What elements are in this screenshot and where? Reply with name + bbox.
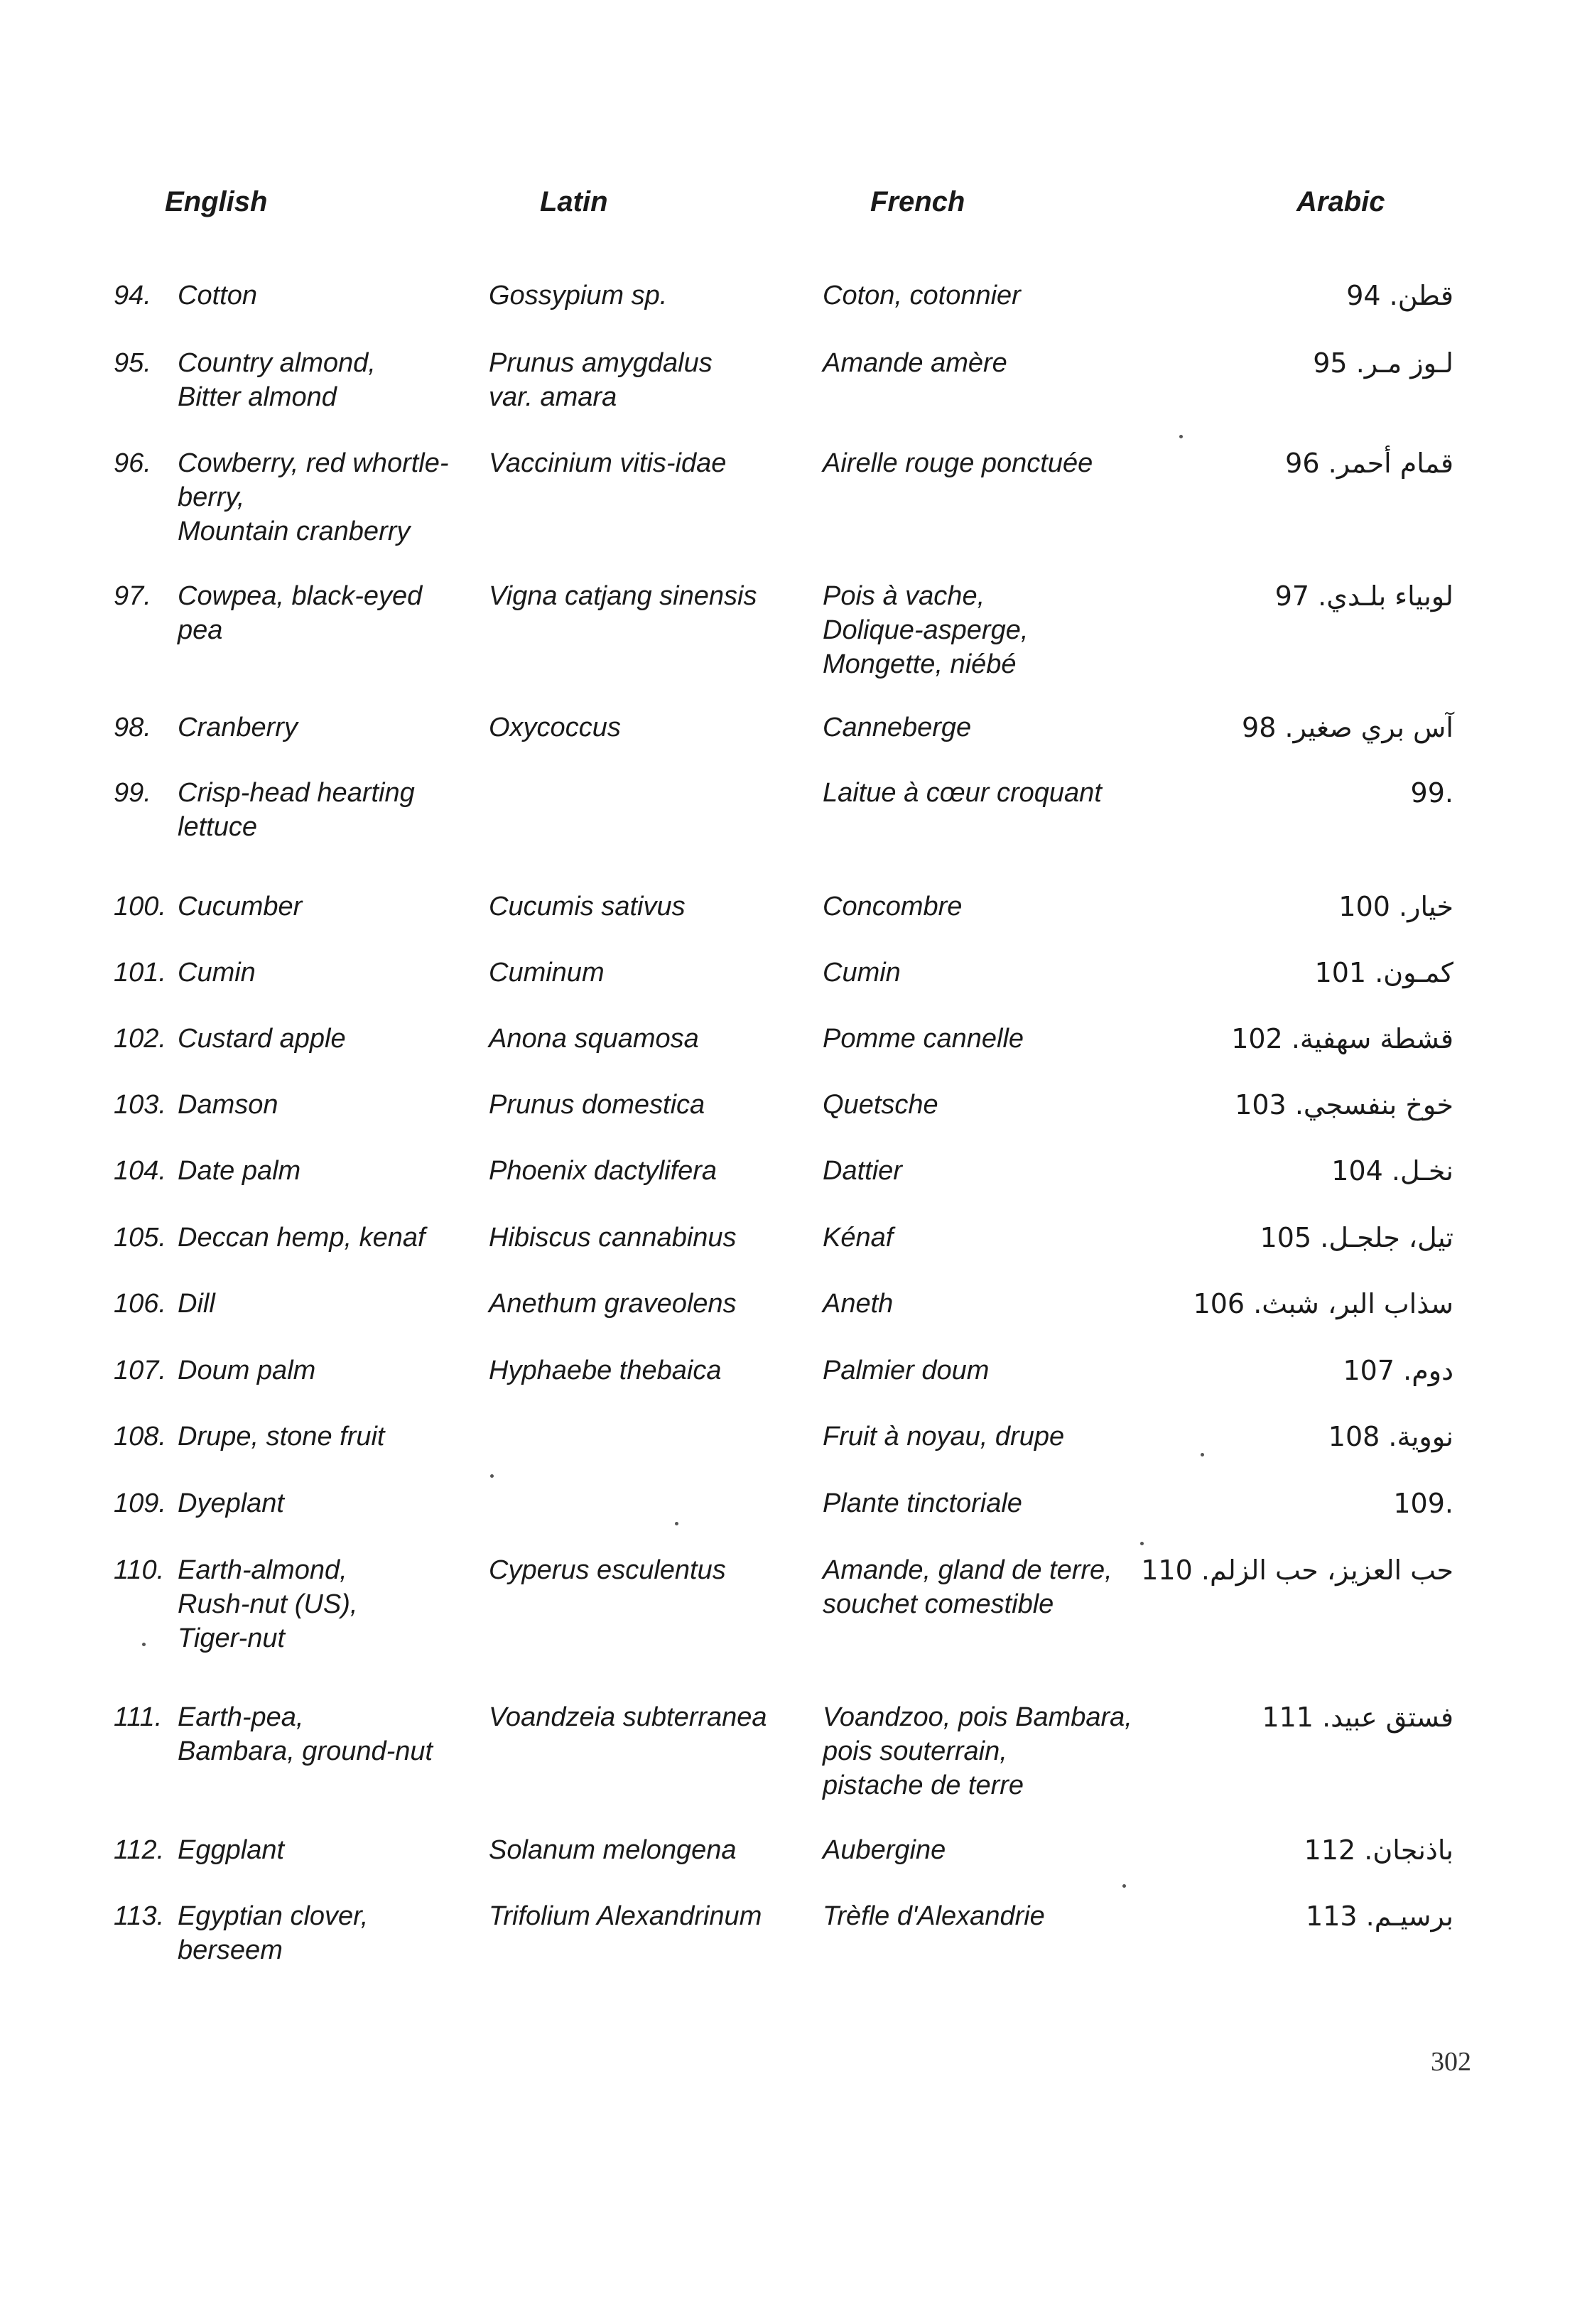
english-term-text: Cowpea, black-eyed pea [178,581,423,645]
english-term-text: Egyptian clover, berseem [178,1901,369,1965]
arabic-term: سذاب البر، شبث. 106 [1193,1288,1453,1319]
arabic-term: قمام أحمر. 96 [1285,448,1453,479]
entry-number: 108. [114,1422,166,1452]
arabic-term: تيل، جلجـل. 105 [1260,1222,1453,1253]
entry-number: 104. [114,1156,166,1186]
english-term [114,710,475,745]
english-term-text: Cotton [178,281,257,310]
scan-speck [1179,435,1183,438]
latin-name: Hibiscus cannabinus [489,1223,737,1253]
page-number: 302 [1431,2047,1471,2077]
entry-number: 94. [114,281,151,310]
english-term-text: Country almond, Bitter almond [178,348,376,412]
english-term-text: Date palm [178,1156,301,1186]
latin-name: Anona squamosa [489,1024,699,1054]
french-term: Canneberge [823,713,972,742]
english-term [114,1553,475,1655]
english-term-text: Dill [178,1289,215,1319]
french-term: Voandzoo, pois Bambara, pois souterrain, pistache de terre [823,1702,1132,1800]
entry-number: 98. [114,713,151,742]
latin-name: Vigna catjang sinensis [489,581,757,611]
arabic-term: قطن. 94 [1346,280,1453,311]
french-term: Aubergine [823,1835,946,1865]
scan-speck [142,1643,146,1646]
entry-number: 97. [114,581,151,611]
english-term-text: Dyeplant [178,1488,284,1518]
header-french: French [870,186,965,217]
arabic-term: آس بري صغير. 98 [1242,712,1453,743]
entry-number: 99. [114,778,151,808]
entry-number: 109. [114,1488,166,1518]
latin-name: Vaccinium vitis-idae [489,448,727,478]
english-term [114,1154,475,1188]
entry-number: 111. [114,1702,163,1732]
entry-number: 100. [114,892,166,922]
header-latin: Latin [540,186,608,217]
english-term-text: Eggplant [178,1835,285,1865]
english-term-text: Crisp-head hearting lettuce [178,778,415,842]
french-term: Pois à vache, Dolique-asperge, Mongette, niébé [823,581,1029,679]
entry-number: 107. [114,1356,166,1385]
english-term [114,956,475,990]
english-term-text: Damson [178,1090,278,1120]
scan-speck [1140,1542,1144,1545]
french-term: Fruit à noyau, drupe [823,1422,1065,1452]
english-term [114,1833,475,1867]
english-term [114,1353,475,1388]
arabic-term: باذنجان. 112 [1304,1834,1453,1866]
english-term-text: Doum palm [178,1356,316,1385]
english-term [114,1287,475,1321]
arabic-term: فستق عبيد. 111 [1262,1702,1453,1733]
latin-name: Oxycoccus [489,713,621,742]
arabic-term: دوم. 107 [1343,1355,1453,1386]
english-term-text: Earth-almond, Rush-nut (US), Tiger-nut [178,1555,358,1653]
french-term: Amande, gland de terre, souchet comestible [823,1555,1112,1619]
english-term [114,1700,475,1768]
english-term [114,1221,475,1255]
latin-name: Solanum melongena [489,1835,737,1865]
english-term-text: Cucumber [178,892,303,922]
english-term-text: Deccan hemp, kenaf [178,1223,426,1253]
entry-number: 95. [114,348,151,378]
latin-name: Gossypium sp. [489,281,668,310]
header-arabic: Arabic [1296,186,1385,217]
arabic-term: خيار. 100 [1338,891,1453,922]
english-term [114,579,475,647]
latin-name: Anethum graveolens [489,1289,737,1319]
english-term [114,1420,475,1454]
arabic-term: برسيـم. 113 [1306,1901,1453,1932]
english-term [114,1022,475,1056]
french-term: Quetsche [823,1090,938,1120]
french-term: Airelle rouge ponctuée [823,448,1093,478]
french-term: Amande amère [823,348,1007,378]
entry-number: 101. [114,958,166,988]
latin-name: Hyphaebe thebaica [489,1356,722,1385]
entry-number: 113. [114,1901,165,1931]
entry-number: 106. [114,1289,166,1319]
latin-name: Cucumis sativus [489,892,686,922]
latin-name: Phoenix dactylifera [489,1156,718,1186]
arabic-term: حب العزيز، حب الزلم. 110 [1141,1555,1453,1586]
latin-name: Prunus amygdalus var. amara [489,348,713,412]
scan-speck [1201,1453,1204,1456]
latin-name: Prunus domestica [489,1090,705,1120]
english-term-text: Cranberry [178,713,298,742]
entry-number: 103. [114,1090,166,1120]
english-term [114,1899,475,1967]
latin-name: Cyperus esculentus [489,1555,726,1585]
french-term: Concombre [823,892,963,922]
french-term: Kénaf [823,1223,894,1253]
arabic-term: نخـل. 104 [1331,1155,1453,1187]
arabic-term: لوبياء بلـدي. 97 [1274,580,1453,612]
french-term: Pomme cannelle [823,1024,1024,1054]
header-english: English [165,186,268,217]
scan-speck [1122,1884,1126,1888]
arabic-term: خوخ بنفسجي. 103 [1235,1089,1453,1120]
french-term: Palmier doum [823,1356,990,1385]
entry-number: 96. [114,448,151,478]
english-term [114,776,475,844]
latin-name: Voandzeia subterranea [489,1702,767,1732]
entry-number: 112. [114,1835,165,1865]
arabic-term: نووية. 108 [1328,1421,1453,1452]
arabic-term: لـوز مـر. 95 [1313,347,1453,379]
english-term-text: Cumin [178,958,256,988]
english-term [114,279,475,313]
latin-name: Trifolium Alexandrinum [489,1901,762,1931]
arabic-term: قشطة سهفية. 102 [1231,1023,1453,1054]
english-term-text: Cowberry, red whortle- berry, Mountain cranberry [178,448,449,546]
english-term-text: Drupe, stone fruit [178,1422,385,1452]
french-term: Trèfle d'Alexandrie [823,1901,1045,1931]
english-term [114,890,475,924]
french-term: Plante tinctoriale [823,1488,1022,1518]
french-term: Dattier [823,1156,902,1186]
entry-number: 105. [114,1223,166,1253]
french-term: Laitue à cœur croquant [823,778,1102,808]
english-term-text: Custard apple [178,1024,346,1054]
scan-speck [490,1474,494,1478]
scan-speck [675,1522,678,1525]
french-term: Coton, cotonnier [823,281,1021,310]
english-term [114,446,475,548]
latin-name: Cuminum [489,958,605,988]
arabic-term: كمـون. 101 [1314,957,1453,988]
french-term: Aneth [823,1289,894,1319]
english-term [114,1088,475,1122]
english-term-text: Earth-pea, Bambara, ground-nut [178,1702,433,1766]
english-term [114,346,475,414]
english-term [114,1486,475,1520]
arabic-term: .109 [1393,1488,1453,1519]
arabic-term: .99 [1410,777,1453,809]
french-term: Cumin [823,958,901,988]
entry-number: 110. [114,1555,165,1585]
entry-number: 102. [114,1024,166,1054]
